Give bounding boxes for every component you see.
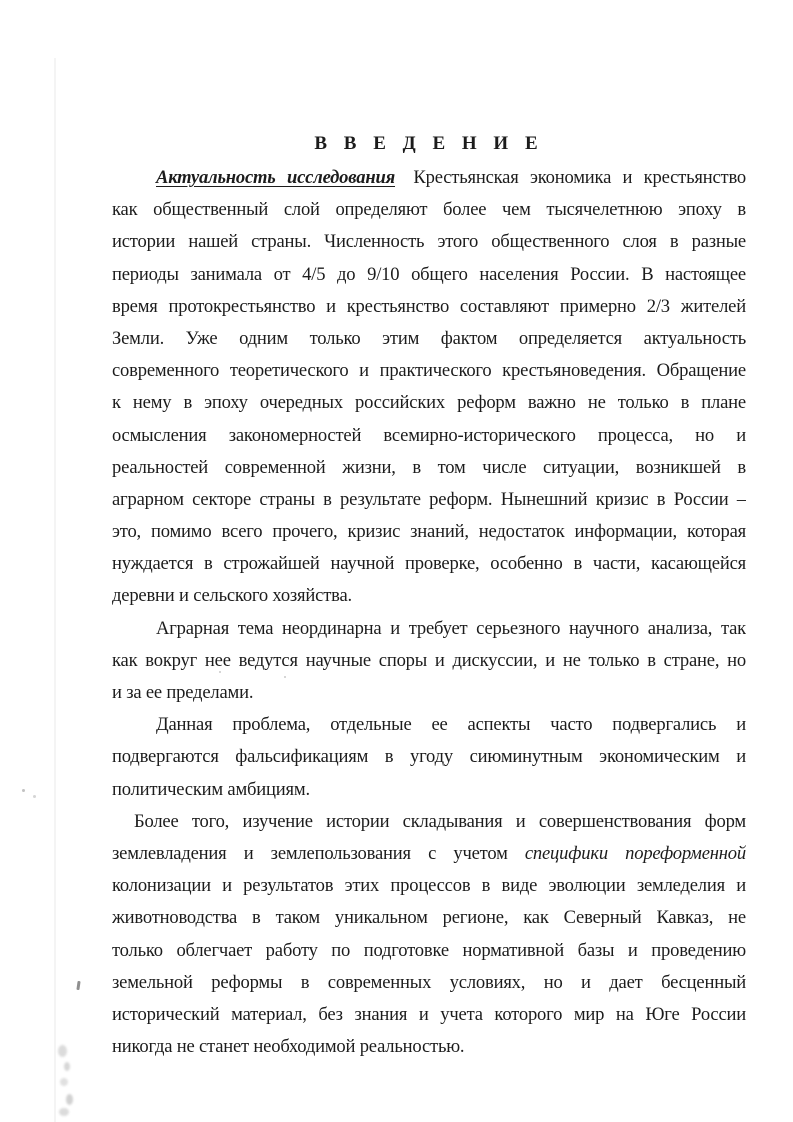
paragraph	[112, 709, 746, 806]
text-line	[112, 935, 746, 967]
text-line	[112, 741, 746, 773]
text-line	[112, 774, 746, 806]
text-line	[112, 677, 746, 709]
paragraph	[112, 806, 746, 1064]
section-title: В В Е Д Е Н И Е	[314, 133, 544, 154]
text-segment: исторический материал, без знания и учета которого мир на Юге России	[112, 1003, 746, 1025]
text-segment: подвергаются фальсификациям в угоду сиюминутным экономическим и	[112, 746, 746, 768]
text-line	[112, 967, 746, 999]
text-segment: реальностей современной жизни, в том числе ситуации, возникшей в	[112, 456, 746, 478]
text-segment: Данная проблема, отдельные ее аспекты часто подвергались и	[156, 714, 746, 736]
text-segment: нуждается в строжайшей научной проверке, особенно в части, касающейся	[112, 553, 746, 575]
text-line	[112, 194, 746, 226]
text-line	[112, 1031, 746, 1063]
text-line	[112, 613, 746, 645]
text-segment: Земли. Уже одним только этим фактом определяется актуальность	[112, 327, 746, 349]
text-segment: Более того, изучение истории складывания и совершенствования форм	[134, 810, 746, 832]
text-line	[112, 999, 746, 1031]
text-line	[112, 838, 746, 870]
text-segment: землевладения и землепользования с учетом	[112, 842, 508, 864]
text-block	[112, 126, 746, 1063]
text-line	[112, 548, 746, 580]
text-line	[112, 580, 746, 612]
text-segment: колонизации и результатов этих процессов в виде эволюции земледелия и	[112, 875, 746, 897]
emphasized-lead-phrase: Актуальность исследования	[156, 167, 396, 188]
text-segment: и за ее пределами.	[112, 682, 254, 703]
text-segment: истории нашей страны. Численность этого общественного слоя в разные	[112, 231, 746, 253]
paragraph	[112, 162, 746, 613]
scan-artifact-smudge	[64, 1062, 70, 1071]
scan-artifact-smudge	[59, 1108, 69, 1116]
text-segment: никогда не станет необходимой реальностью.	[112, 1036, 465, 1058]
text-segment: только облегчает работу по подготовке нормативной базы и проведению	[112, 939, 746, 961]
text-line	[112, 387, 746, 419]
text-segment: осмысления закономерностей всемирно-исторического процесса, но и	[112, 424, 746, 446]
text-line	[112, 420, 746, 452]
scan-artifact-smudge	[66, 1094, 73, 1105]
scan-artifact-smudge	[60, 1078, 68, 1086]
text-segment: Крестьянская экономика и крестьянство	[413, 167, 746, 188]
text-line	[112, 902, 746, 934]
text-segment: животноводства в таком уникальном регионе, как Северный Кавказ, не	[112, 907, 746, 929]
text-segment: политическим амбициям.	[112, 778, 310, 800]
text-line	[112, 709, 746, 741]
text-segment: как вокруг нее ведутся научные споры и дискуссии, и не только в стране, но	[112, 649, 746, 671]
text-segment: это, помимо всего прочего, кризис знаний, недостаток информации, которая	[112, 521, 746, 543]
text-line	[112, 645, 746, 677]
italic-phrase: специфики пореформенной	[524, 842, 746, 864]
text-line	[112, 484, 746, 516]
text-line	[112, 806, 746, 838]
text-segment: к нему в эпоху очередных российских реформ важно не только в плане	[112, 392, 746, 414]
text-line	[112, 323, 746, 355]
text-segment: современного теоретического и практического крестьяноведения. Обращение	[112, 360, 746, 382]
text-line	[112, 226, 746, 258]
scan-artifact-dot	[33, 795, 36, 798]
text-segment: периоды занимала от 4/5 до 9/10 общего населения России. В настоящее	[112, 263, 746, 285]
text-segment: земельной реформы в современных условиях, но и дает бесценный	[112, 971, 746, 993]
text-segment: время протокрестьянство и крестьянство составляют примерно 2/3 жителей	[112, 295, 746, 317]
text-segment: деревни и сельского хозяйства.	[112, 585, 352, 607]
body-text	[112, 162, 746, 1063]
text-line	[112, 452, 746, 484]
text-line	[112, 355, 746, 387]
text-segment: как общественный слой определяют более чем тысячелетнюю эпоху в	[112, 199, 746, 221]
scan-artifact-dot	[22, 789, 25, 792]
text-line	[112, 259, 746, 291]
text-line	[112, 162, 746, 194]
scan-artifact-tick	[76, 981, 80, 990]
text-segment: Аграрная тема неординарна и требует серьезного научного анализа, так	[156, 617, 746, 639]
page-scan-edge	[54, 58, 56, 1122]
scan-artifact-smudge	[58, 1045, 67, 1057]
text-line	[112, 291, 746, 323]
paragraph	[112, 613, 746, 710]
text-line	[112, 516, 746, 548]
text-line	[112, 870, 746, 902]
text-segment: аграрном секторе страны в результате реформ. Нынешний кризис в России –	[112, 488, 746, 510]
